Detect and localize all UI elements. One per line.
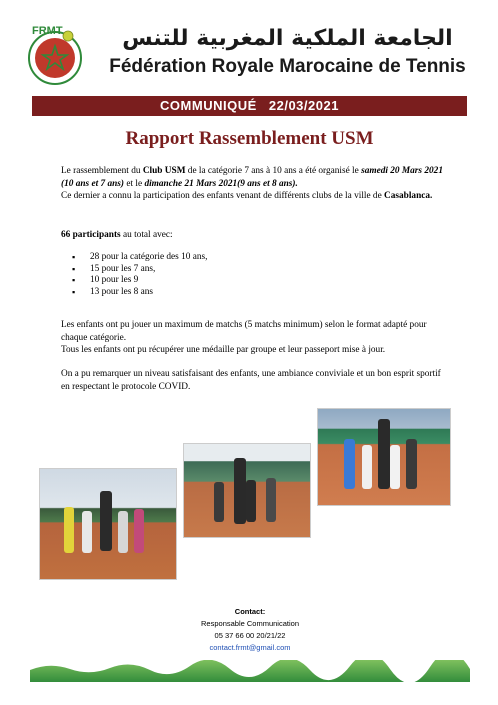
matches-paragraph bbox=[61, 319, 451, 357]
date-sunday: dimanche 21 Mars 2021(9 ans et 8 ans). bbox=[144, 178, 298, 189]
list-item: ▪ 10 pour les 9 bbox=[60, 275, 207, 287]
logo-text: FRMT bbox=[32, 25, 63, 37]
communique-banner bbox=[32, 96, 467, 116]
contact-role: Responsable Communication bbox=[201, 619, 299, 628]
participants-rest: au total avec: bbox=[120, 230, 173, 240]
report-title: Rapport Rassemblement USM bbox=[125, 128, 374, 149]
intro-text-c: et le bbox=[124, 178, 145, 189]
category-list bbox=[60, 252, 207, 298]
date-saturday: samedi 20 Mars 2021 (10 ans et 7 ans) bbox=[61, 166, 443, 189]
participants-line bbox=[61, 229, 451, 242]
conclusion-paragraph: On a pu remarquer un niveau satisfaisant des enfants, une ambiance conviviale et un bon esprit sportif en respectant le protocole COVID. bbox=[61, 369, 441, 392]
arabic-title: الجامعة الملكية المغربية للتنس bbox=[122, 26, 453, 51]
contact-email-link[interactable]: contact.frmt@gmail.com bbox=[209, 643, 291, 652]
matches-text-b: Tous les enfants ont pu récupérer une médaille par groupe et leur passeport mise à jour. bbox=[61, 345, 386, 355]
contact-label: Contact: bbox=[234, 607, 266, 616]
list-item: ▪ 28 pour la catégorie des 10 ans, bbox=[60, 252, 207, 264]
photo-kids-court-2 bbox=[183, 443, 311, 538]
french-title: Fédération Royale Marocaine de Tennis bbox=[109, 56, 466, 77]
intro-text-a: Le rassemblement du bbox=[61, 166, 143, 176]
intro-text-b: de la catégorie 7 ans à 10 ans a été organisé le bbox=[185, 166, 362, 176]
banner-date: 22/03/2021 bbox=[268, 98, 339, 113]
participants-count: 66 participants bbox=[61, 230, 121, 240]
matches-text-a: Les enfants ont pu jouer un maximum de matchs (5 matchs minimum) selon le format adapté pour chaque catégorie. bbox=[61, 320, 427, 343]
club-name: Club USM bbox=[142, 166, 186, 176]
intro-paragraph bbox=[61, 165, 451, 203]
intro-text-d: Ce dernier a connu la participation des enfants venant de différents clubs de la ville de bbox=[61, 191, 385, 201]
grass-footer-decoration bbox=[30, 660, 470, 682]
frmt-logo bbox=[22, 22, 88, 88]
city-name: Casablanca. bbox=[384, 191, 433, 201]
banner-label: COMMUNIQUÉ bbox=[160, 98, 257, 113]
list-item: ▪ 13 pour les 8 ans bbox=[60, 287, 207, 299]
photo-kids-court-1 bbox=[39, 468, 177, 580]
list-item: ▪ 15 pour les 7 ans, bbox=[60, 264, 207, 276]
photo-kids-court-3 bbox=[317, 408, 451, 506]
contact-phone: 05 37 66 00 20/21/22 bbox=[214, 631, 286, 640]
